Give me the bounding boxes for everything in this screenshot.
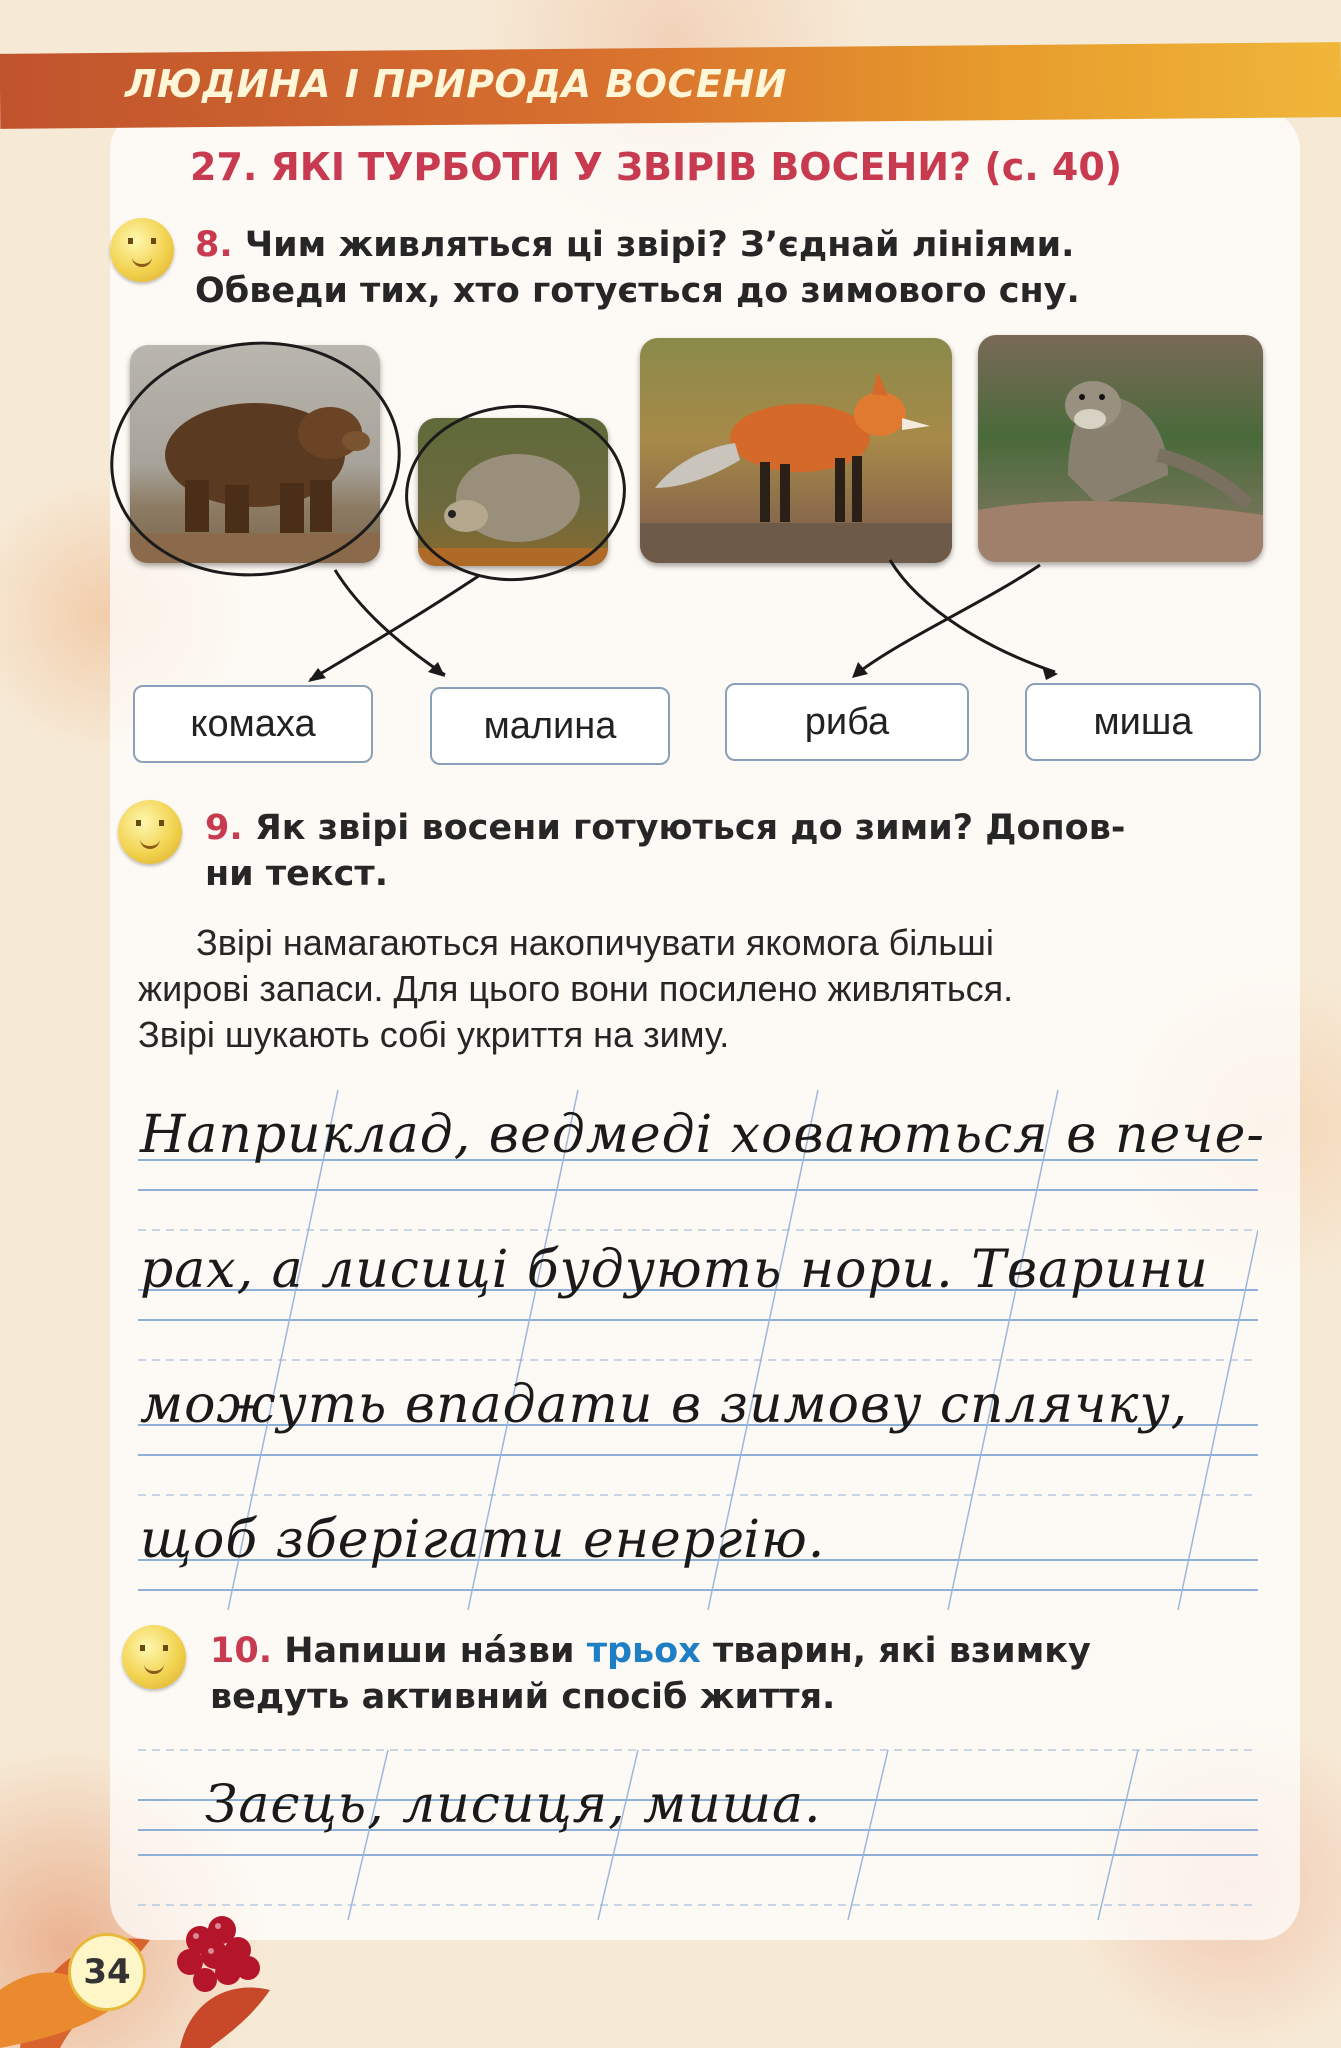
paragraph-line: Звірі намагаються накопичувати якомога більші — [196, 922, 994, 963]
task-10-line1-start: Напиши на́зви — [284, 1631, 575, 1671]
food-box-mouse[interactable]: миша — [1025, 683, 1261, 761]
page-number: 34 — [68, 1933, 146, 2011]
handwriting-line: можуть впадати в зимову сплячку, — [140, 1375, 1189, 1435]
task-9-number: 9. — [205, 808, 243, 848]
food-box-raspberry[interactable]: малина — [430, 687, 670, 765]
section-title: ЛЮДИНА І ПРИРОДА ВОСЕНИ — [125, 62, 787, 106]
food-box-fish[interactable]: риба — [725, 683, 969, 761]
task-8-number: 8. — [195, 225, 233, 265]
task-10-line1-end: тварин, які взимку — [712, 1631, 1091, 1671]
task-10-highlight: трьох — [586, 1631, 701, 1671]
task-9-line2: ни текст. — [205, 854, 388, 894]
smiley-icon — [118, 800, 182, 864]
task-10-line2: ведуть активний спосіб життя. — [210, 1677, 836, 1717]
task-10-number: 10. — [210, 1631, 273, 1671]
task-8-line2: Обведи тих, хто готується до зимового сну. — [195, 271, 1080, 311]
task-9-heading — [205, 805, 1265, 897]
handwriting-answer: Заєць, лисиця, миша. — [205, 1775, 822, 1835]
task-8-line1: Чим живляться ці звірі? З’єднай лініями. — [244, 225, 1075, 265]
task-9-paragraph — [138, 920, 1258, 1058]
handwriting-line: щоб зберігати енергію. — [140, 1510, 826, 1570]
smiley-icon — [122, 1625, 186, 1689]
task-9-line1: Як звірі восени готуються до зими? Допов- — [254, 808, 1126, 848]
paragraph-line: жирові запаси. Для цього вони посилено живляться. — [138, 968, 1014, 1009]
paragraph-line: Звірі шукають собі укриття на зиму. — [138, 1014, 730, 1055]
task-10-heading — [210, 1628, 1270, 1720]
matching-lines — [0, 0, 1341, 700]
handwriting-line: рах, а лисиці будують нори. Тварини — [140, 1240, 1209, 1300]
food-box-insect[interactable]: комаха — [133, 685, 373, 763]
lesson-title: 27. ЯКІ ТУРБОТИ У ЗВІРІВ ВОСЕНИ? (с. 40) — [190, 145, 1123, 189]
handwriting-line: Наприклад, ведмеді ховаються в пече- — [140, 1105, 1265, 1165]
